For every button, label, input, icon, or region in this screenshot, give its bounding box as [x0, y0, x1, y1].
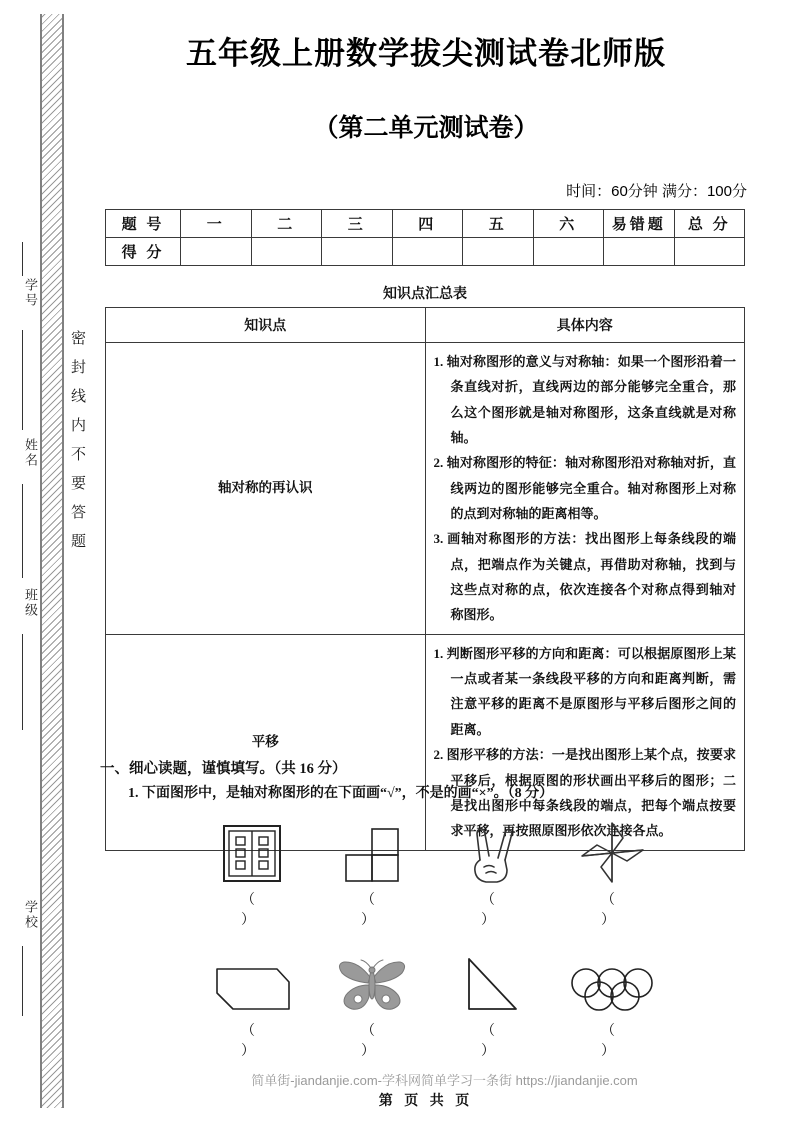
knowledge-item: 1. 轴对称图形的意义与对称轴：如果一个图形沿着一条直线对折，直线两边的部分能够完全重合，那么这个图形就是轴对称图形，这条直线就是对称轴。 [433, 354, 736, 446]
seal-rule [22, 484, 23, 578]
cut-corner-hexagon-icon [202, 943, 302, 1017]
table-row [106, 210, 745, 238]
hatched-seal-band [40, 14, 64, 1108]
knowledge-item: 2. 轴对称图形的特征：轴对称图形沿对称轴对折，直线两边的图形能够完全重合。轴对称图形上对称的点到对称轴的距离相等。 [433, 455, 736, 522]
figure-cell-1 [202, 812, 302, 929]
question-1-text: 1. 下面图形中，是轴对称图形的在下面画“√”，不是的画“×”。（8 分） [128, 786, 554, 801]
score-table [105, 209, 745, 266]
knowledge-item: 2. 图形平移的方法：一是找出图形上某个点，按要求平移后，根据原图的形状画出平移后的图形；二是找出图形中每条线段的端点，把每个端点按要求平移，再按照原图形依次连接各点。 [433, 747, 736, 839]
seal-label-school: 学校 [23, 900, 38, 930]
score-cell[interactable] [674, 238, 745, 266]
watermark-text: 简单街-jiandanjie.com-学科网简单学习一条街 https://jiandanjie.com [251, 1073, 638, 1088]
answer-blank[interactable]: （ ） [601, 1024, 637, 1059]
score-col-head: 总 分 [674, 210, 745, 238]
figure-cell-7 [442, 943, 542, 1060]
knowledge-name-translation: 平移 [106, 634, 426, 850]
table-row [106, 308, 745, 343]
seal-notice-text: 密封线内不要答题 [69, 330, 85, 562]
score-row-label: 题 号 [106, 210, 181, 238]
page-indicator: 第 页 共 页 [378, 1094, 474, 1109]
answer-blank[interactable]: （ ） [481, 1024, 517, 1059]
answer-blank[interactable]: （ ） [241, 1024, 277, 1059]
figure-cell-2 [322, 812, 422, 929]
page-title: 五年级上册数学拔尖测试卷北师版 [186, 36, 666, 71]
knowledge-col-head-name: 知识点 [106, 308, 426, 343]
table-row [106, 238, 745, 266]
answer-blank[interactable]: （ ） [601, 893, 637, 928]
knowledge-content-axial-symmetry [425, 343, 745, 635]
page-subtitle: （第二单元测试卷） [313, 114, 539, 142]
seal-rule [22, 242, 23, 276]
score-col-head: 二 [251, 210, 322, 238]
knowledge-item: 1. 判断图形平移的方向和距离：可以根据原图形上某一点或者某一条线段平移的方向和距离判断，需注意平移的距离不是原图形与平移后图形之间的距离。 [433, 645, 736, 737]
answer-blank[interactable]: （ ） [241, 893, 277, 928]
v-hand-gesture-icon [442, 812, 542, 886]
figure-row-1 [202, 812, 662, 929]
knowledge-col-head-content: 具体内容 [425, 308, 745, 343]
sealing-strip [0, 0, 96, 1122]
knowledge-table-caption: 知识点汇总表 [383, 285, 467, 301]
score-cell[interactable] [322, 238, 393, 266]
score-cell[interactable] [533, 238, 604, 266]
score-col-head: 四 [392, 210, 463, 238]
double-door-panel-icon [202, 812, 302, 886]
seal-label-class: 班级 [23, 588, 38, 618]
score-col-head: 六 [533, 210, 604, 238]
knowledge-name-axial-symmetry: 轴对称的再认识 [106, 343, 426, 635]
butterfly-icon [322, 943, 422, 1017]
figure-cell-4 [562, 812, 662, 929]
exam-meta: 时间：60分钟 满分：100分 [566, 183, 747, 200]
answer-blank[interactable]: （ ） [361, 1024, 397, 1059]
score-cell[interactable] [181, 238, 252, 266]
figure-cell-6 [322, 943, 422, 1060]
figure-row-2 [202, 943, 662, 1060]
seal-label-student-id: 学号 [23, 278, 38, 308]
score-cell[interactable] [463, 238, 534, 266]
score-col-head: 一 [181, 210, 252, 238]
exam-paper [96, 0, 793, 1122]
figure-cell-3 [442, 812, 542, 929]
olympic-rings-icon [562, 943, 662, 1017]
figure-cell-8 [562, 943, 662, 1060]
answer-blank[interactable]: （ ） [361, 893, 397, 928]
seal-rule [22, 330, 23, 430]
pinwheel-icon [562, 812, 662, 886]
l-shaped-squares-icon [322, 812, 422, 886]
seal-label-name: 姓名 [23, 438, 38, 468]
score-row-label: 得 分 [106, 238, 181, 266]
score-col-head: 五 [463, 210, 534, 238]
score-col-head: 三 [322, 210, 393, 238]
seal-rule [22, 634, 23, 730]
student-info-labels [6, 0, 40, 1122]
knowledge-item: 3. 画轴对称图形的方法：找出图形上每条线段的端点，把端点作为关键点，再借助对称轴，找到与这些点对称的点，依次连接各个对称点得到轴对称图形。 [433, 531, 736, 623]
section-heading-one: 一、细心读题，谨慎填写。（共 16 分） [100, 761, 347, 777]
table-row [106, 343, 745, 635]
right-triangle-icon [442, 943, 542, 1017]
figure-grid [202, 812, 662, 1074]
answer-blank[interactable]: （ ） [481, 893, 517, 928]
score-col-head: 易错题 [604, 210, 675, 238]
score-cell[interactable] [251, 238, 322, 266]
score-cell[interactable] [604, 238, 675, 266]
score-cell[interactable] [392, 238, 463, 266]
figure-cell-5 [202, 943, 302, 1060]
seal-rule [22, 946, 23, 1016]
